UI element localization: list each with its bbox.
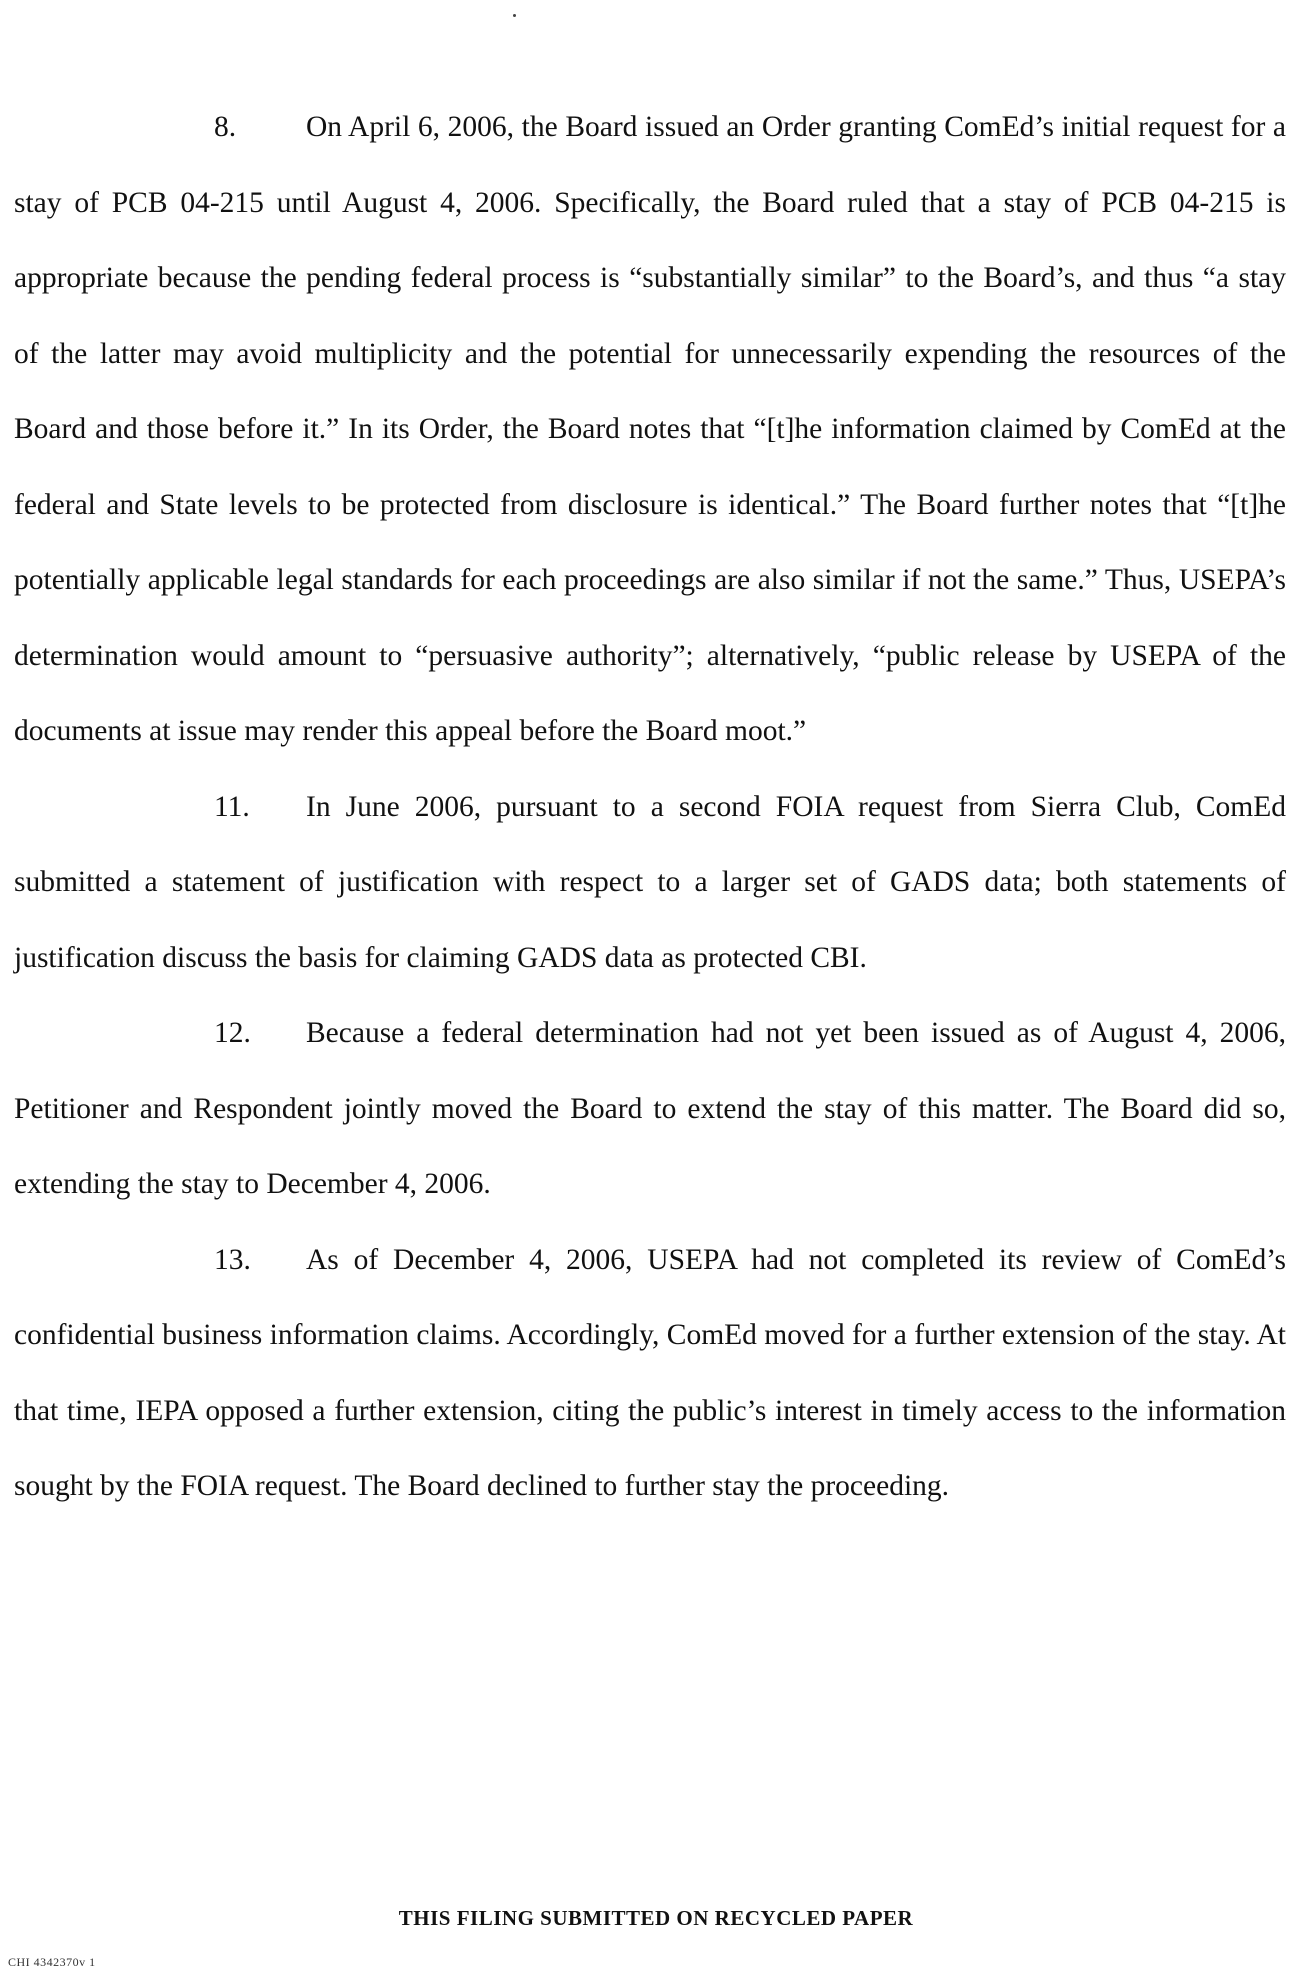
paragraph-12 (14, 996, 1286, 1223)
paragraph-number: 12. (214, 1017, 251, 1049)
document-id: CHI 4342370v 1 (8, 1955, 96, 1969)
recycled-paper-notice: THIS FILING SUBMITTED ON RECYCLED PAPER (398, 1906, 914, 1930)
paragraph-8 (14, 90, 1286, 770)
paragraph-text: As of December 4, 2006, USEPA had not completed its review of ComEd’s confidential business information claims. Accordingly, ComEd moved for a further extension of the stay. At that time, IEPA opposed a further extension, citing the public’s interest in timely access to the information sought by the FOIA request. The Board declined to further stay the proceeding. (14, 1243, 1286, 1502)
paragraph-number: 8. (214, 111, 237, 143)
paragraph-number: 11. (214, 790, 250, 823)
paragraph-text: Because a federal determination had not yet been issued as of August 4, 2006, Petitioner and Respondent jointly moved the Board to extend the stay of this matter. The Board did so, extending the stay to December 4, 2006. (14, 1017, 1286, 1200)
paragraph-13 (14, 1223, 1286, 1525)
scan-artifact (513, 14, 516, 17)
paragraph-text: In June 2006, pursuant to a second FOIA request from Sierra Club, ComEd submitted a statement of justification with respect to a larger set of GADS data; both statements of justification discuss the basis for claiming GADS data as protected CBI. (14, 790, 1286, 974)
paragraph-number: 13. (214, 1243, 251, 1276)
paragraph-text: On April 6, 2006, the Board issued an Order granting ComEd’s initial request for a stay of PCB 04-215 until August 4, 2006. Specifically, the Board ruled that a stay of PCB 04-215 is appropriate because the pending federal process is “substantially similar” to the Board’s, and thus “a stay of the latter may avoid multiplicity and the potential for unnecessarily expending the resources of the Board and those before it.” In its Order, the Board notes that “[t]he information claimed by ComEd at the federal and State levels to be protected from disclosure is identical.” The Board further notes that “[t]he potentially applicable legal standards for each proceedings are also similar if not the same.” Thus, USEPA’s determination would amount to “persuasive authority”; alternatively, “public release by USEPA of the documents at issue may render this appeal before the Board moot.” (14, 111, 1286, 747)
document-body (14, 90, 1286, 1525)
paragraph-11 (14, 770, 1286, 997)
